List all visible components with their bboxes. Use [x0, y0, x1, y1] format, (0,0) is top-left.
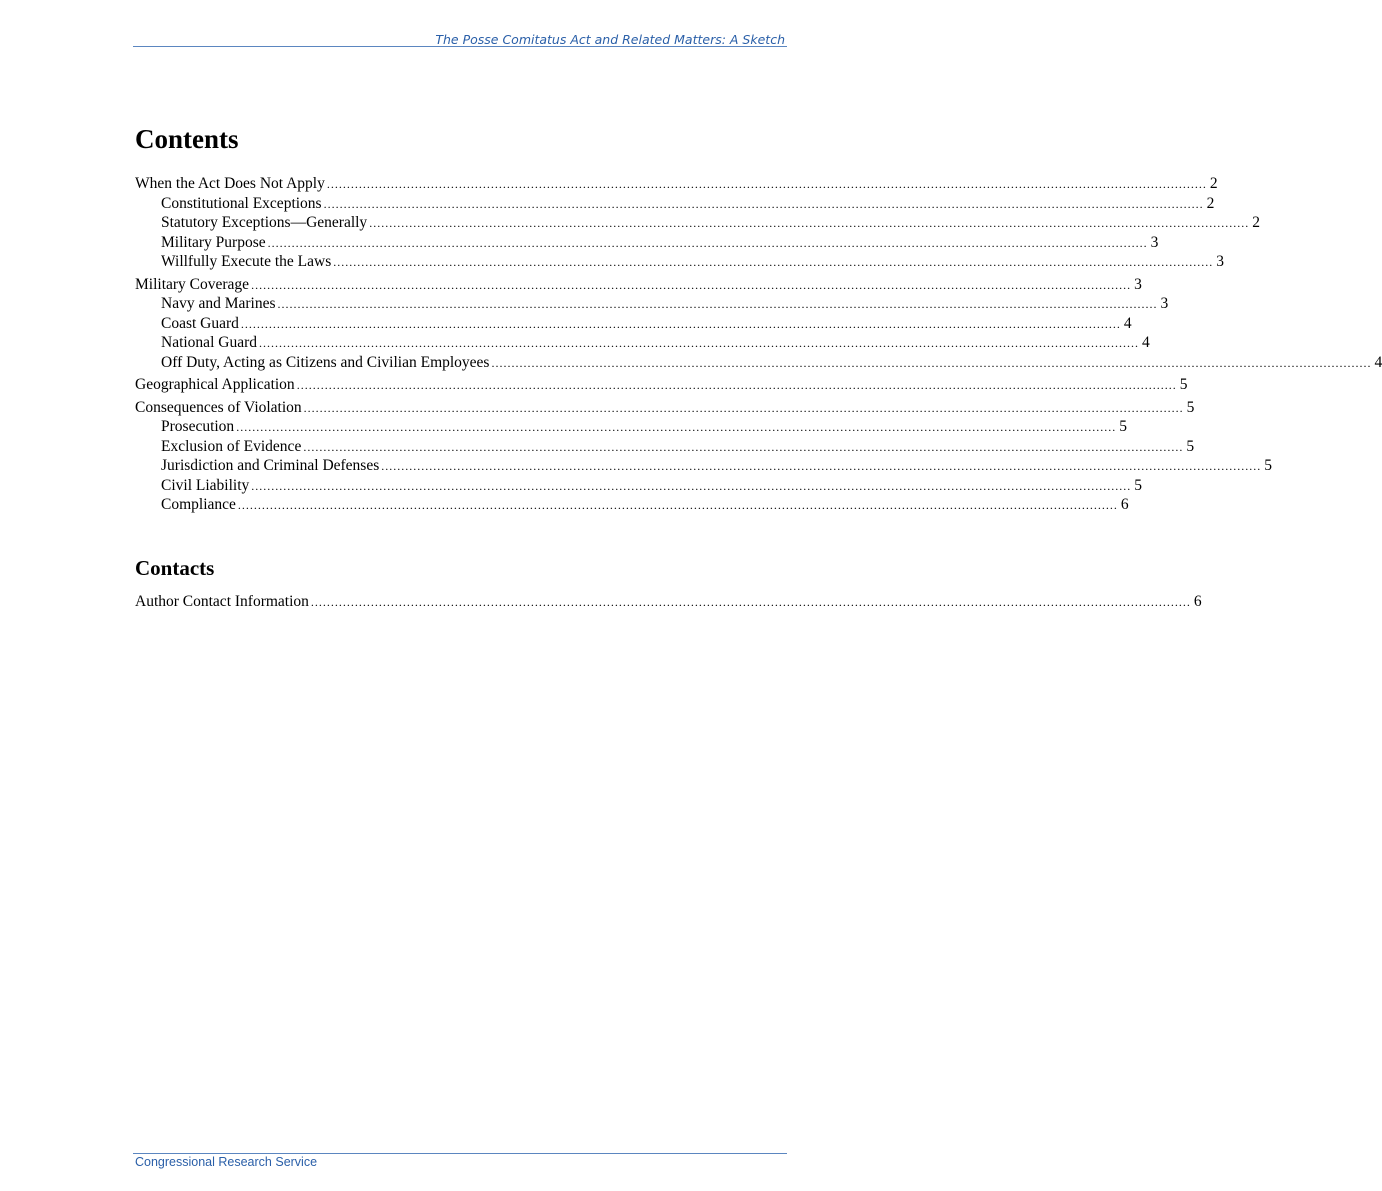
- toc-entry-label: Willfully Execute the Laws: [161, 253, 332, 270]
- toc-entry[interactable]: [135, 314, 1132, 334]
- toc-entry-page: 4: [1123, 314, 1132, 332]
- dot-leader: ............................................................................................................................................................................................................................: [310, 595, 1191, 609]
- contents-list: [135, 174, 1382, 515]
- toc-entry[interactable]: [135, 275, 1142, 295]
- contacts-heading: Contacts: [135, 556, 215, 580]
- toc-entry[interactable]: [135, 592, 1202, 612]
- toc-entry[interactable]: [135, 294, 1169, 314]
- dot-leader: ............................................................................................................................................................................................................................: [236, 420, 1117, 434]
- toc-entry[interactable]: [135, 476, 1143, 496]
- dot-leader: ............................................................................................................................................................................................................................: [369, 216, 1250, 230]
- running-header-title: The Posse Comitatus Act and Related Matters: A Sketch: [435, 32, 785, 47]
- dot-leader: ............................................................................................................................................................................................................................: [323, 196, 1204, 211]
- toc-entry[interactable]: [135, 333, 1150, 353]
- toc-entry-label: Coast Guard: [161, 314, 239, 332]
- toc-entry-label: Off Duty, Acting as Citizens and Civilian Employees: [161, 353, 490, 371]
- toc-entry-label: Geographical Application: [135, 376, 295, 393]
- toc-entry[interactable]: [135, 213, 1260, 233]
- toc-entry-label: Navy and Marines: [161, 295, 276, 312]
- dot-leader: ............................................................................................................................................................................................................................: [251, 277, 1132, 292]
- footer-organization: Congressional Research Service: [135, 1155, 318, 1169]
- header-divider: [133, 46, 787, 47]
- toc-entry-page: 2: [1252, 214, 1260, 231]
- toc-entry-page: 5: [1119, 418, 1127, 435]
- dot-leader: ............................................................................................................................................................................................................................: [277, 297, 1158, 311]
- toc-entry[interactable]: [135, 353, 1382, 373]
- toc-entry-label: Consequences of Violation: [135, 398, 302, 416]
- dot-leader: ............................................................................................................................................................................................................................: [240, 316, 1121, 331]
- footer-divider: [133, 1153, 787, 1154]
- toc-entry[interactable]: [135, 252, 1225, 272]
- toc-entry[interactable]: [135, 398, 1195, 418]
- toc-entry-page: 3: [1160, 295, 1169, 312]
- dot-leader: ............................................................................................................................................................................................................................: [326, 177, 1207, 191]
- toc-entry-label: Prosecution: [161, 418, 235, 435]
- toc-entry[interactable]: [135, 437, 1195, 457]
- toc-entry[interactable]: [135, 375, 1188, 395]
- dot-leader: ............................................................................................................................................................................................................................: [303, 400, 1184, 415]
- toc-entry[interactable]: [135, 456, 1272, 476]
- toc-entry-page: 2: [1206, 194, 1215, 212]
- toc-entry-page: 4: [1374, 353, 1382, 371]
- toc-entry-page: 5: [1186, 437, 1195, 455]
- dot-leader: ............................................................................................................................................................................................................................: [267, 235, 1148, 250]
- toc-entry[interactable]: [135, 233, 1159, 253]
- toc-entry-label: Statutory Exceptions—Generally: [161, 214, 368, 231]
- toc-entry-label: Military Purpose: [161, 233, 266, 251]
- toc-entry-page: 3: [1134, 275, 1142, 293]
- toc-entry-page: 5: [1264, 457, 1272, 474]
- toc-entry-page: 6: [1120, 496, 1129, 513]
- toc-entry-label: National Guard: [161, 334, 257, 351]
- toc-entry-label: Jurisdiction and Criminal Defenses: [161, 457, 380, 474]
- toc-entry-label: When the Act Does Not Apply: [135, 175, 325, 192]
- toc-entry[interactable]: [135, 174, 1218, 194]
- toc-entry-label: Military Coverage: [135, 275, 250, 293]
- toc-entry-label: Author Contact Information: [135, 593, 309, 610]
- dot-leader: ............................................................................................................................................................................................................................: [237, 498, 1118, 512]
- dot-leader: ............................................................................................................................................................................................................................: [251, 478, 1132, 493]
- toc-entry-label: Civil Liability: [161, 476, 250, 494]
- toc-entry-page: 5: [1186, 398, 1195, 416]
- dot-leader: ............................................................................................................................................................................................................................: [296, 378, 1177, 392]
- toc-entry-page: 2: [1209, 175, 1218, 192]
- toc-entry-label: Exclusion of Evidence: [161, 437, 302, 455]
- dot-leader: ............................................................................................................................................................................................................................: [303, 439, 1184, 454]
- toc-entry-page: 5: [1134, 476, 1143, 494]
- dot-leader: ............................................................................................................................................................................................................................: [491, 355, 1372, 370]
- dot-leader: ............................................................................................................................................................................................................................: [258, 336, 1139, 350]
- toc-entry-page: 4: [1141, 334, 1150, 351]
- toc-entry[interactable]: [135, 194, 1215, 214]
- toc-entry-page: 3: [1216, 253, 1225, 270]
- toc-entry[interactable]: [135, 417, 1127, 437]
- dot-leader: ............................................................................................................................................................................................................................: [333, 255, 1214, 269]
- toc-entry[interactable]: [135, 495, 1129, 515]
- dot-leader: ............................................................................................................................................................................................................................: [381, 459, 1262, 473]
- toc-entry-page: 6: [1193, 593, 1202, 610]
- toc-entry-label: Constitutional Exceptions: [161, 194, 322, 212]
- toc-entry-page: 5: [1179, 376, 1188, 393]
- contacts-list: [135, 592, 1202, 612]
- contents-heading: Contents: [135, 124, 239, 154]
- toc-entry-page: 3: [1150, 233, 1159, 251]
- toc-entry-label: Compliance: [161, 496, 236, 513]
